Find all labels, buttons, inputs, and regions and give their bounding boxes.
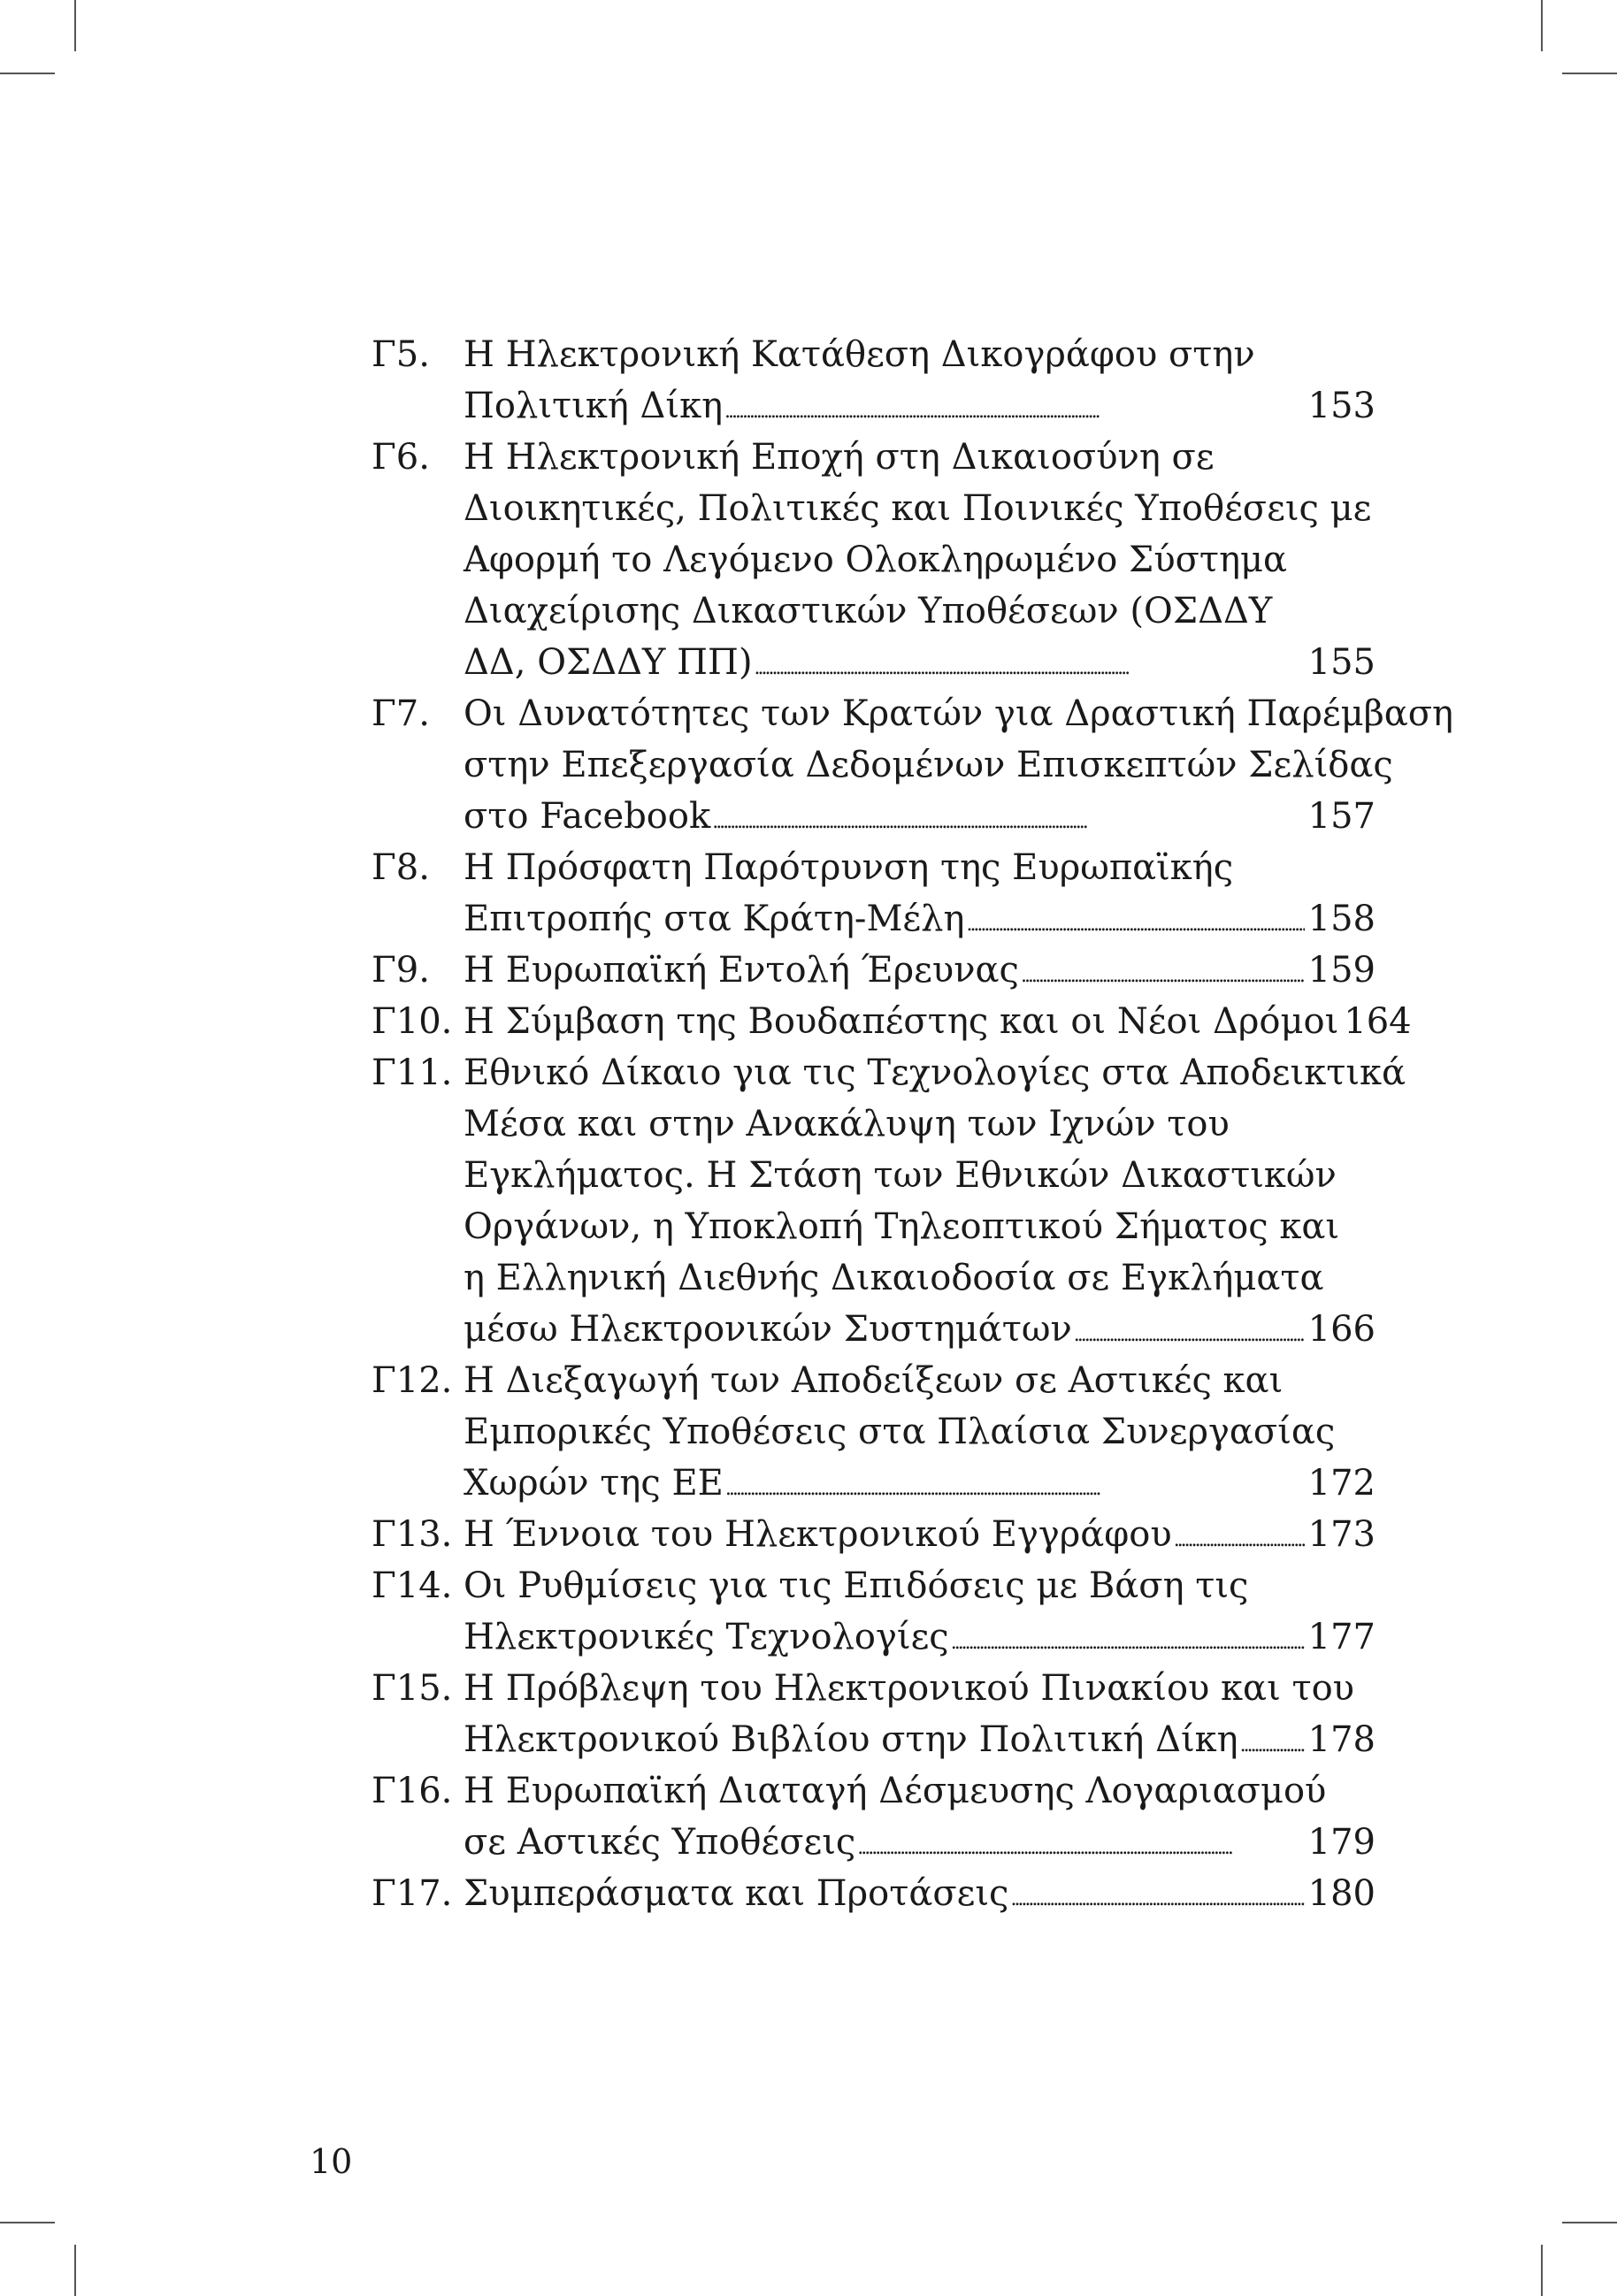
toc-entry-number: Γ17. bbox=[372, 1873, 453, 1914]
toc-entry bbox=[372, 945, 1376, 996]
toc-entry-number: Γ5. bbox=[372, 334, 430, 375]
toc-entry-number: Γ9. bbox=[372, 950, 430, 991]
toc-entry-title: Επιτροπής στα Κράτη-Μέλη bbox=[464, 899, 965, 939]
toc-entry-line bbox=[372, 688, 1454, 739]
crop-mark-bottom-left-vertical bbox=[74, 2245, 76, 2296]
toc-entry-title: Οι Δυνατότητες των Κρατών για Δραστική Παρέμβαση bbox=[464, 693, 1454, 734]
toc-entry-page: 166 bbox=[1307, 1309, 1376, 1350]
toc-entry-title: Ηλεκτρονικού Βιβλίου στην Πολιτική Δίκη bbox=[464, 1719, 1238, 1760]
crop-mark-bottom-left-horizontal bbox=[0, 2222, 55, 2223]
toc-entry bbox=[372, 1355, 1376, 1509]
dot-leader bbox=[951, 1611, 1305, 1669]
toc-entry-title: Διοικητικές, Πολιτικές και Ποινικές Υποθέσεις με bbox=[464, 488, 1372, 529]
toc-entry-line bbox=[372, 842, 1376, 893]
toc-entry-line bbox=[372, 1406, 1376, 1458]
toc-entry-line bbox=[372, 380, 1376, 432]
toc-entry-title: σε Αστικές Υποθέσεις bbox=[464, 1822, 856, 1863]
crop-mark-bottom-right-vertical bbox=[1541, 2245, 1543, 2296]
toc-entry-line bbox=[372, 637, 1376, 688]
toc-entry-title: Η Ευρωπαϊκή Διαταγή Δέσμευσης Λογαριασμού bbox=[464, 1771, 1327, 1811]
dot-leader bbox=[1074, 1304, 1305, 1361]
toc-entry bbox=[372, 1868, 1376, 1919]
dot-leader bbox=[1240, 1714, 1305, 1772]
crop-mark-top-right-horizontal bbox=[1562, 73, 1617, 74]
toc-entry-title: Η Σύμβαση της Βουδαπέστης και οι Νέοι Δρόμοι bbox=[464, 1001, 1339, 1042]
toc-entry-line bbox=[372, 945, 1376, 996]
toc-entry-number: Γ15. bbox=[372, 1668, 453, 1709]
toc-entry-page: 157 bbox=[1307, 796, 1376, 837]
toc-entry-title: μέσω Ηλεκτρονικών Συστημάτων bbox=[464, 1309, 1072, 1350]
toc-entry-number: Γ7. bbox=[372, 693, 430, 734]
dot-leader bbox=[725, 1458, 1305, 1515]
toc-entry-title: Εθνικό Δίκαιο για τις Τεχνολογίες στα Αποδεικτικά bbox=[464, 1052, 1406, 1093]
toc-entry-title: Αφορμή το Λεγόμενο Ολοκληρωμένο Σύστημα bbox=[464, 540, 1288, 580]
toc-entry-page: 155 bbox=[1307, 642, 1376, 683]
toc-entry-title: Η Πρόσφατη Παρότρυνση της Ευρωπαϊκής bbox=[464, 847, 1234, 888]
toc-entry-line bbox=[372, 1355, 1376, 1406]
toc-entry-number: Γ6. bbox=[372, 437, 430, 478]
toc-entry-title: Εμπορικές Υποθέσεις στα Πλαίσια Συνεργασίας bbox=[464, 1412, 1336, 1452]
toc-entry-title: Πολιτική Δίκη bbox=[464, 386, 724, 426]
toc-entry-page: 178 bbox=[1307, 1719, 1376, 1760]
toc-entry-line bbox=[372, 585, 1376, 637]
toc-entry bbox=[372, 1663, 1376, 1765]
toc-entry-line bbox=[372, 432, 1376, 483]
toc-entry-page: 153 bbox=[1307, 386, 1376, 426]
toc-entry-line bbox=[372, 1458, 1376, 1509]
toc-entry-title: Μέσα και στην Ανακάλυψη των Ιχνών του bbox=[464, 1104, 1230, 1144]
toc-entry bbox=[372, 842, 1376, 945]
toc-entry-title: Συμπεράσματα και Προτάσεις bbox=[464, 1873, 1009, 1914]
toc-entry-line bbox=[372, 1560, 1376, 1611]
dot-leader bbox=[712, 791, 1304, 848]
toc-entry-line bbox=[372, 1714, 1376, 1765]
toc-entry-line bbox=[372, 483, 1376, 534]
toc-entry-line bbox=[372, 1252, 1376, 1304]
dot-leader bbox=[966, 893, 1304, 951]
toc-entry-number: Γ16. bbox=[372, 1771, 453, 1811]
toc-entry-line bbox=[372, 1817, 1376, 1868]
toc-entry-title: Χωρών της ΕΕ bbox=[464, 1463, 724, 1504]
dot-leader bbox=[755, 637, 1305, 694]
toc-entry bbox=[372, 329, 1376, 432]
toc-entry-page: 164 bbox=[1344, 1001, 1412, 1042]
toc-entry-title: στο Facebook bbox=[464, 796, 711, 837]
toc-entry-number: Γ8. bbox=[372, 847, 430, 888]
toc-entry-line bbox=[372, 1098, 1376, 1150]
toc-entry-title: Η Ηλεκτρονική Εποχή στη Δικαιοσύνη σε bbox=[464, 437, 1215, 478]
dot-leader bbox=[1174, 1509, 1305, 1566]
toc-entry-line bbox=[372, 1663, 1376, 1714]
toc-entry-page: 158 bbox=[1307, 899, 1376, 939]
crop-mark-top-left-vertical bbox=[74, 0, 76, 51]
toc-entry-line bbox=[372, 791, 1376, 842]
toc-entry-title: η Ελληνική Διεθνής Δικαιοδοσία σε Εγκλήματα bbox=[464, 1258, 1324, 1298]
toc-entry-line bbox=[372, 1047, 1406, 1098]
table-of-contents bbox=[372, 329, 1454, 1919]
crop-mark-top-left-horizontal bbox=[0, 73, 55, 74]
toc-entry-page: 172 bbox=[1307, 1463, 1376, 1504]
toc-entry bbox=[372, 432, 1376, 688]
dot-leader bbox=[1010, 1868, 1304, 1925]
toc-entry-line bbox=[372, 1509, 1376, 1560]
toc-entry-line bbox=[372, 1150, 1376, 1201]
toc-entry-title: Ηλεκτρονικές Τεχνολογίες bbox=[464, 1617, 949, 1657]
toc-entry-line bbox=[372, 1304, 1376, 1355]
toc-entry-page: 177 bbox=[1307, 1617, 1376, 1657]
toc-entry bbox=[372, 996, 1412, 1047]
toc-entry-number: Γ12. bbox=[372, 1360, 453, 1401]
toc-entry bbox=[372, 1047, 1406, 1355]
toc-entry-title: Διαχείρισης Δικαστικών Υποθέσεων (ΟΣΔΔΥ bbox=[464, 591, 1273, 631]
toc-entry-line bbox=[372, 1868, 1376, 1919]
toc-entry-title: Οι Ρυθμίσεις για τις Επιδόσεις με Βάση τις bbox=[464, 1565, 1249, 1606]
crop-mark-bottom-right-horizontal bbox=[1562, 2222, 1617, 2223]
toc-entry-title: Η Πρόβλεψη του Ηλεκτρονικού Πινακίου και του bbox=[464, 1668, 1354, 1709]
toc-entry bbox=[372, 1509, 1376, 1560]
toc-entry bbox=[372, 688, 1454, 842]
toc-entry-page: 173 bbox=[1307, 1514, 1376, 1555]
toc-entry-line bbox=[372, 1611, 1376, 1663]
toc-entry-line bbox=[372, 534, 1376, 585]
toc-entry-line bbox=[372, 1201, 1376, 1252]
toc-entry-page: 179 bbox=[1307, 1822, 1376, 1863]
toc-entry-number: Γ11. bbox=[372, 1052, 453, 1093]
toc-entry-title: Η Ευρωπαϊκή Εντολή Έρευνας bbox=[464, 950, 1019, 991]
toc-entry-page: 180 bbox=[1307, 1873, 1376, 1914]
page-number: 10 bbox=[310, 2142, 353, 2181]
toc-entry-line bbox=[372, 1765, 1376, 1817]
dot-leader bbox=[857, 1817, 1304, 1874]
crop-mark-top-right-vertical bbox=[1541, 0, 1543, 51]
toc-entry-title: στην Επεξεργασία Δεδομένων Επισκεπτών Σελίδας bbox=[464, 745, 1393, 785]
toc-entry-line bbox=[372, 996, 1412, 1047]
toc-entry-title: Η Έννοια του Ηλεκτρονικού Εγγράφου bbox=[464, 1514, 1172, 1555]
toc-entry-title: Εγκλήματος. Η Στάση των Εθνικών Δικαστικών bbox=[464, 1155, 1337, 1196]
toc-entry bbox=[372, 1765, 1376, 1868]
dot-leader bbox=[1021, 945, 1305, 1002]
toc-entry-title: Οργάνων, η Υποκλοπή Τηλεοπτικού Σήματος και bbox=[464, 1206, 1340, 1247]
toc-entry-line bbox=[372, 329, 1376, 380]
toc-entry-line bbox=[372, 893, 1376, 945]
toc-entry-title: Η Διεξαγωγή των Αποδείξεων σε Αστικές και bbox=[464, 1360, 1284, 1401]
toc-entry-number: Γ14. bbox=[372, 1565, 453, 1606]
toc-entry-title: Η Ηλεκτρονική Κατάθεση Δικογράφου στην bbox=[464, 334, 1255, 375]
toc-entry-number: Γ13. bbox=[372, 1514, 453, 1555]
toc-entry-title: ΔΔ, ΟΣΔΔΥ ΠΠ) bbox=[464, 642, 753, 683]
toc-entry-line bbox=[372, 739, 1393, 791]
dot-leader bbox=[724, 380, 1305, 438]
toc-entry bbox=[372, 1560, 1376, 1663]
toc-entry-page: 159 bbox=[1307, 950, 1376, 991]
toc-entry-number: Γ10. bbox=[372, 1001, 453, 1042]
